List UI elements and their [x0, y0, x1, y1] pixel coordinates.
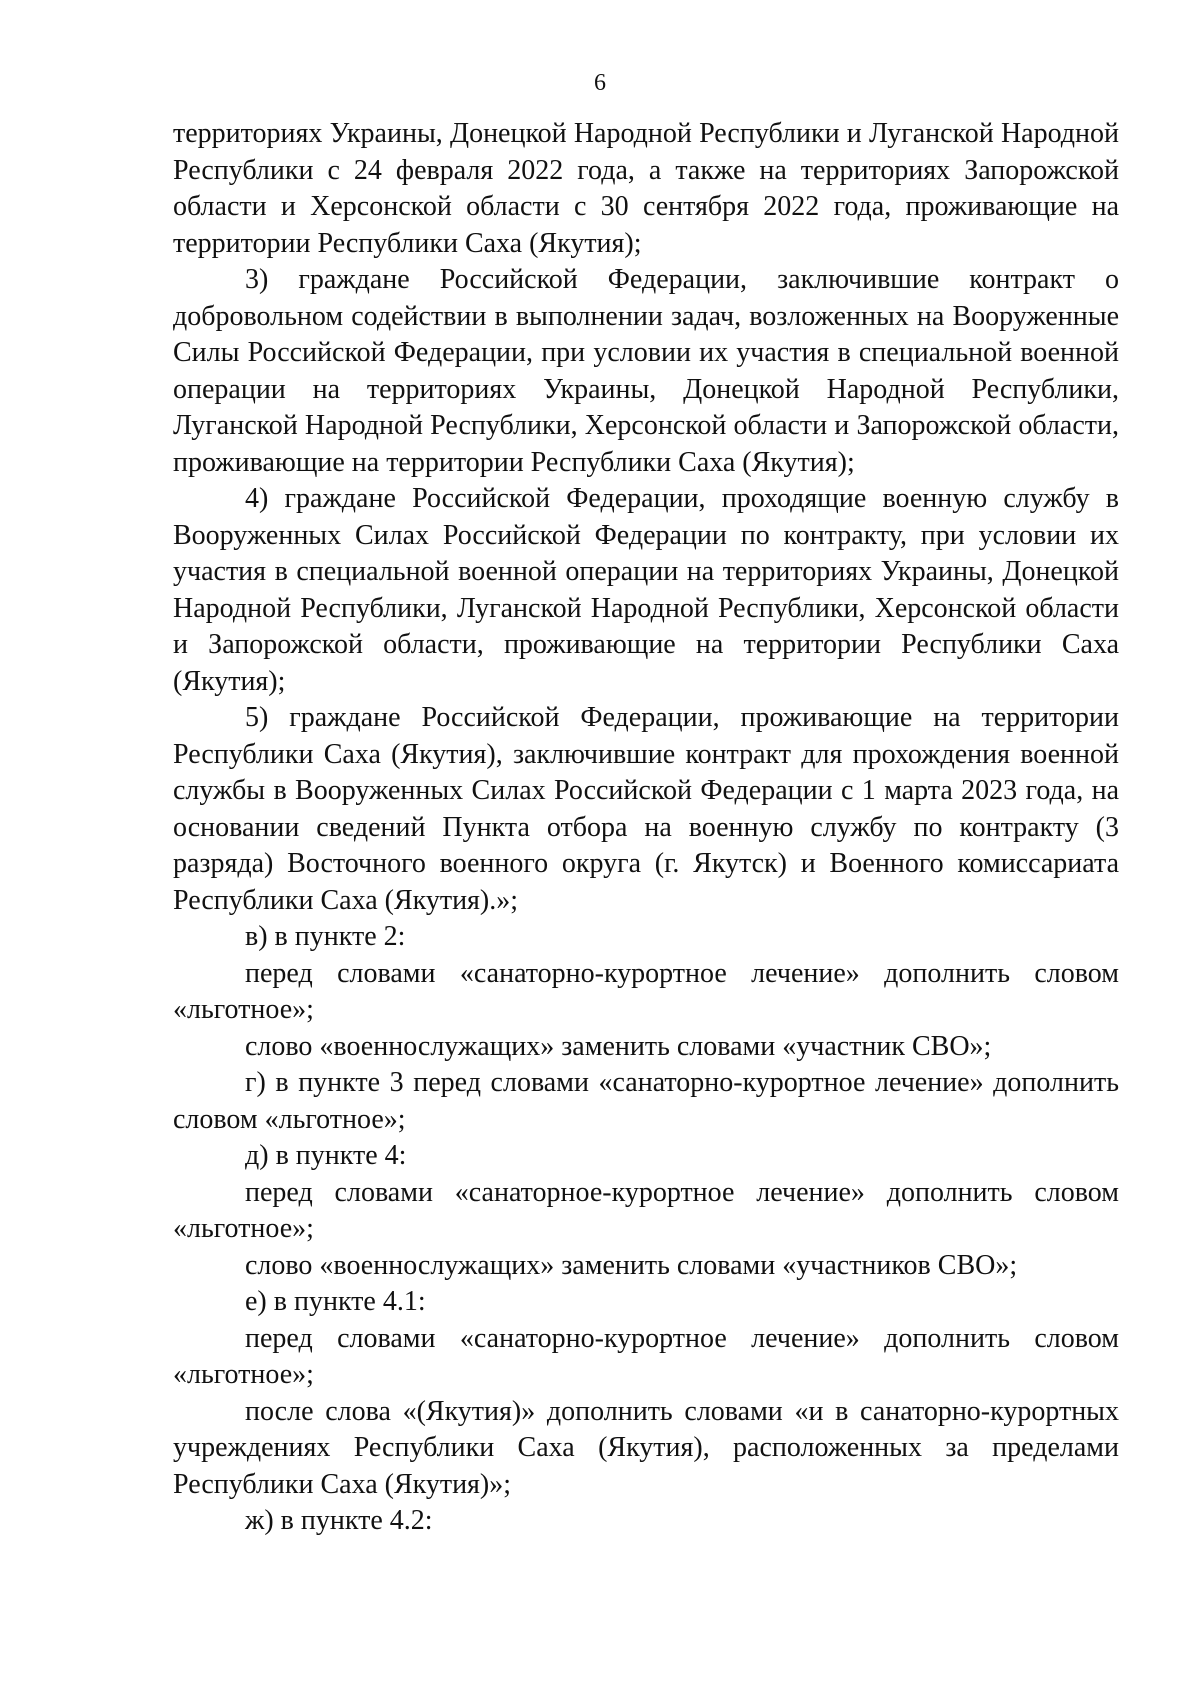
page-number: 6 — [594, 70, 606, 96]
paragraph-subitem-e: е) в пункте 4.1: — [245, 1286, 426, 1317]
paragraph-amendment: перед словами «санаторно-курортное лечение» дополнить словом «льготное»; — [173, 957, 1119, 1025]
paragraph-continuation: территориях Украины, Донецкой Народной Республики и Луганской Народной Республики с 24 февраля 2022 года, а также на территориях Запорожской области и Херсонской области с 30 сентября 2022 года, проживающие на территории Республики Саха (Якутия); — [173, 118, 1119, 259]
paragraph-subitem-v: в) в пункте 2: — [245, 921, 406, 952]
paragraph-amendment: слово «военнослужащих» заменить словами «участников СВО»; — [245, 1249, 1018, 1281]
paragraph-subitem-d: д) в пункте 4: — [245, 1140, 407, 1171]
paragraph-amendment: после слова «(Якутия)» дополнить словами «и в санаторно-курортных учреждениях Республики Саха (Якутия), расположенных за пределами Республики Саха (Якутия)»; — [173, 1395, 1119, 1500]
paragraph-item-4: 4) граждане Российской Федерации, проходящие военную службу в Вооруженных Силах Российской Федерации по контракту, при условии их участия в специальной военной операции на территориях Украины, Донецкой Народной Республики, Луганской Народной Республики, Херсонской области и Запорожской области, проживающие на территории Республики Саха (Якутия); — [173, 483, 1119, 697]
paragraph-amendment: перед словами «санаторно-курортное лечение» дополнить словом «льготное»; — [173, 1322, 1119, 1390]
document-body — [173, 116, 1119, 1540]
paragraph-amendment: слово «военнослужащих» заменить словами «участник СВО»; — [245, 1030, 992, 1062]
paragraph-amendment: перед словами «санаторное-курортное лечение» дополнить словом «льготное»; — [173, 1176, 1119, 1244]
paragraph-item-3: 3) граждане Российской Федерации, заключившие контракт о добровольном содействии в выполнении задач, возложенных на Вооруженные Силы Российской Федерации, при условии их участия в специальной военной операции на территориях Украины, Донецкой Народной Республики, Луганской Народной Республики, Херсонской области и Запорожской области, проживающие на территории Республики Саха (Якутия); — [173, 264, 1119, 478]
paragraph-subitem-g: г) в пункте 3 перед словами «санаторно-курортное лечение» дополнить словом «льготное»; — [173, 1067, 1119, 1135]
paragraph-subitem-zh: ж) в пункте 4.2: — [245, 1505, 433, 1536]
paragraph-item-5: 5) граждане Российской Федерации, проживающие на территории Республики Саха (Якутия), заключившие контракт для прохождения военной службы в Вооруженных Силах Российской Федерации с 1 марта 2023 года, на основании сведений Пункта отбора на военную службу по контракту (3 разряда) Восточного военного округа (г. Якутск) и Военного комиссариата Республики Саха (Якутия).»; — [173, 702, 1119, 916]
